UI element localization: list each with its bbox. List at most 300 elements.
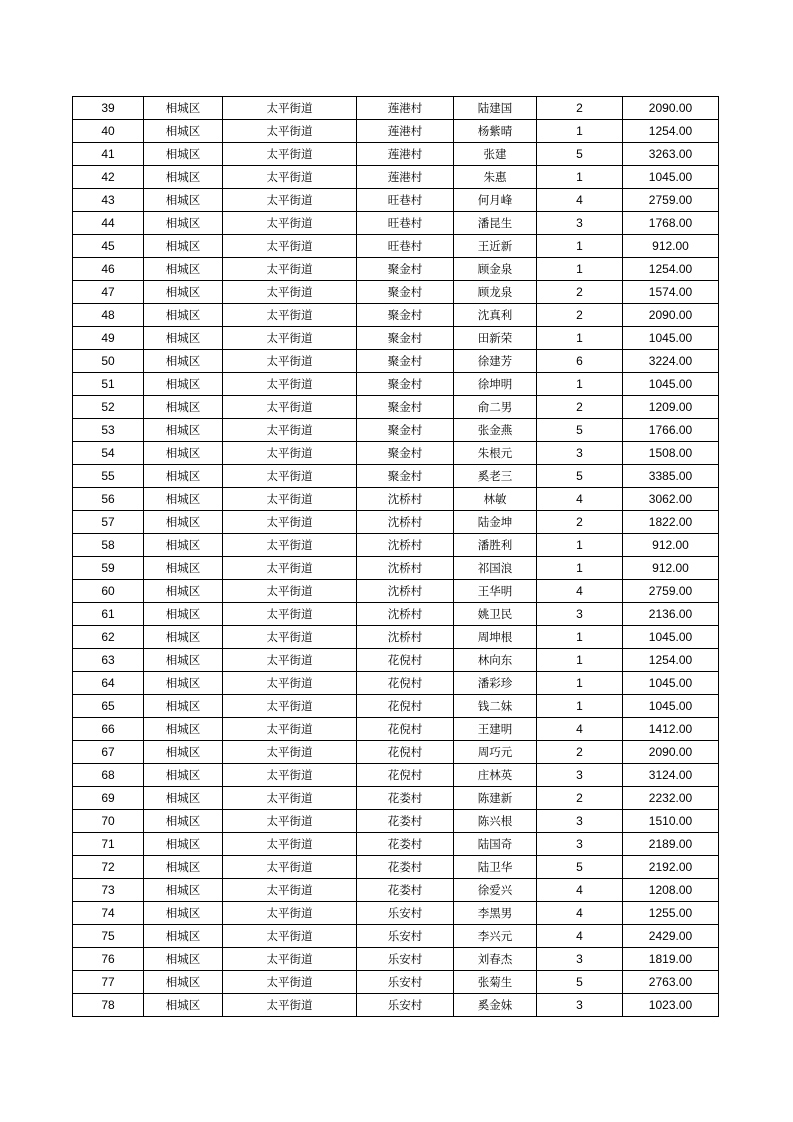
people-count-cell: 3: [537, 948, 623, 971]
row-number-cell: 40: [73, 120, 144, 143]
row-number-cell: 47: [73, 281, 144, 304]
village-cell: 聚金村: [357, 419, 454, 442]
table-row: [73, 879, 719, 902]
name-cell: 林向东: [454, 649, 537, 672]
street-cell: 太平街道: [223, 396, 357, 419]
street-cell: 太平街道: [223, 327, 357, 350]
district-cell: 相城区: [144, 741, 223, 764]
village-cell: 聚金村: [357, 465, 454, 488]
amount-cell: 1209.00: [623, 396, 719, 419]
district-cell: 相城区: [144, 534, 223, 557]
district-cell: 相城区: [144, 212, 223, 235]
village-cell: 旺巷村: [357, 212, 454, 235]
row-number-cell: 39: [73, 97, 144, 120]
people-count-cell: 5: [537, 971, 623, 994]
table-row: [73, 465, 719, 488]
table-row: [73, 396, 719, 419]
amount-cell: 912.00: [623, 534, 719, 557]
amount-cell: 3263.00: [623, 143, 719, 166]
table-row: [73, 672, 719, 695]
people-count-cell: 4: [537, 189, 623, 212]
row-number-cell: 46: [73, 258, 144, 281]
row-number-cell: 53: [73, 419, 144, 442]
name-cell: 陆建国: [454, 97, 537, 120]
village-cell: 花娄村: [357, 879, 454, 902]
people-count-cell: 2: [537, 97, 623, 120]
people-count-cell: 1: [537, 672, 623, 695]
village-cell: 花倪村: [357, 695, 454, 718]
amount-cell: 1045.00: [623, 373, 719, 396]
street-cell: 太平街道: [223, 603, 357, 626]
people-count-cell: 2: [537, 511, 623, 534]
row-number-cell: 72: [73, 856, 144, 879]
row-number-cell: 63: [73, 649, 144, 672]
amount-cell: 3124.00: [623, 764, 719, 787]
amount-cell: 912.00: [623, 557, 719, 580]
village-cell: 聚金村: [357, 442, 454, 465]
row-number-cell: 44: [73, 212, 144, 235]
people-count-cell: 3: [537, 442, 623, 465]
row-number-cell: 45: [73, 235, 144, 258]
row-number-cell: 64: [73, 672, 144, 695]
row-number-cell: 67: [73, 741, 144, 764]
village-cell: 沈桥村: [357, 488, 454, 511]
district-cell: 相城区: [144, 120, 223, 143]
row-number-cell: 41: [73, 143, 144, 166]
name-cell: 俞二男: [454, 396, 537, 419]
table-row: [73, 856, 719, 879]
people-count-cell: 4: [537, 879, 623, 902]
district-cell: 相城区: [144, 281, 223, 304]
amount-cell: 1819.00: [623, 948, 719, 971]
village-cell: 花娄村: [357, 856, 454, 879]
street-cell: 太平街道: [223, 350, 357, 373]
table-row: [73, 212, 719, 235]
name-cell: 陆卫华: [454, 856, 537, 879]
name-cell: 潘昆生: [454, 212, 537, 235]
street-cell: 太平街道: [223, 212, 357, 235]
name-cell: 祁国浪: [454, 557, 537, 580]
name-cell: 林敏: [454, 488, 537, 511]
village-cell: 沈桥村: [357, 511, 454, 534]
village-cell: 沈桥村: [357, 557, 454, 580]
row-number-cell: 51: [73, 373, 144, 396]
people-count-cell: 2: [537, 396, 623, 419]
village-cell: 聚金村: [357, 281, 454, 304]
row-number-cell: 65: [73, 695, 144, 718]
table-row: [73, 925, 719, 948]
street-cell: 太平街道: [223, 442, 357, 465]
street-cell: 太平街道: [223, 925, 357, 948]
row-number-cell: 68: [73, 764, 144, 787]
district-cell: 相城区: [144, 833, 223, 856]
amount-cell: 2090.00: [623, 304, 719, 327]
people-count-cell: 4: [537, 718, 623, 741]
village-cell: 花倪村: [357, 649, 454, 672]
amount-cell: 1255.00: [623, 902, 719, 925]
street-cell: 太平街道: [223, 948, 357, 971]
people-count-cell: 4: [537, 580, 623, 603]
people-count-cell: 1: [537, 695, 623, 718]
table-row: [73, 695, 719, 718]
village-cell: 聚金村: [357, 350, 454, 373]
name-cell: 潘胜利: [454, 534, 537, 557]
village-cell: 乐安村: [357, 971, 454, 994]
village-cell: 乐安村: [357, 925, 454, 948]
name-cell: 陆金坤: [454, 511, 537, 534]
name-cell: 张建: [454, 143, 537, 166]
people-count-cell: 1: [537, 327, 623, 350]
name-cell: 何月峰: [454, 189, 537, 212]
district-cell: 相城区: [144, 97, 223, 120]
table-row: [73, 511, 719, 534]
district-cell: 相城区: [144, 902, 223, 925]
street-cell: 太平街道: [223, 833, 357, 856]
row-number-cell: 73: [73, 879, 144, 902]
table-row: [73, 281, 719, 304]
village-cell: 聚金村: [357, 396, 454, 419]
district-cell: 相城区: [144, 971, 223, 994]
amount-cell: 1254.00: [623, 649, 719, 672]
people-count-cell: 1: [537, 258, 623, 281]
village-cell: 聚金村: [357, 258, 454, 281]
row-number-cell: 49: [73, 327, 144, 350]
table-row: [73, 373, 719, 396]
name-cell: 刘春杰: [454, 948, 537, 971]
district-cell: 相城区: [144, 603, 223, 626]
amount-cell: 1045.00: [623, 672, 719, 695]
table-row: [73, 580, 719, 603]
row-number-cell: 58: [73, 534, 144, 557]
street-cell: 太平街道: [223, 718, 357, 741]
district-cell: 相城区: [144, 350, 223, 373]
amount-cell: 2136.00: [623, 603, 719, 626]
household-table: [72, 96, 719, 1017]
amount-cell: 1045.00: [623, 166, 719, 189]
table-row: [73, 764, 719, 787]
amount-cell: 2763.00: [623, 971, 719, 994]
amount-cell: 2090.00: [623, 97, 719, 120]
table-row: [73, 603, 719, 626]
village-cell: 旺巷村: [357, 189, 454, 212]
street-cell: 太平街道: [223, 741, 357, 764]
village-cell: 莲港村: [357, 120, 454, 143]
district-cell: 相城区: [144, 235, 223, 258]
name-cell: 庄林英: [454, 764, 537, 787]
name-cell: 徐建芳: [454, 350, 537, 373]
amount-cell: 2429.00: [623, 925, 719, 948]
street-cell: 太平街道: [223, 557, 357, 580]
people-count-cell: 5: [537, 465, 623, 488]
district-cell: 相城区: [144, 396, 223, 419]
village-cell: 旺巷村: [357, 235, 454, 258]
row-number-cell: 70: [73, 810, 144, 833]
table-row: [73, 741, 719, 764]
name-cell: 周巧元: [454, 741, 537, 764]
name-cell: 田新荣: [454, 327, 537, 350]
village-cell: 聚金村: [357, 327, 454, 350]
people-count-cell: 4: [537, 925, 623, 948]
name-cell: 钱二妹: [454, 695, 537, 718]
street-cell: 太平街道: [223, 971, 357, 994]
row-number-cell: 48: [73, 304, 144, 327]
table-row: [73, 649, 719, 672]
amount-cell: 1574.00: [623, 281, 719, 304]
street-cell: 太平街道: [223, 258, 357, 281]
street-cell: 太平街道: [223, 235, 357, 258]
street-cell: 太平街道: [223, 787, 357, 810]
village-cell: 沈桥村: [357, 603, 454, 626]
people-count-cell: 3: [537, 810, 623, 833]
people-count-cell: 4: [537, 488, 623, 511]
row-number-cell: 69: [73, 787, 144, 810]
people-count-cell: 5: [537, 856, 623, 879]
amount-cell: 1045.00: [623, 626, 719, 649]
street-cell: 太平街道: [223, 902, 357, 925]
people-count-cell: 3: [537, 833, 623, 856]
table-row: [73, 120, 719, 143]
name-cell: 张菊生: [454, 971, 537, 994]
table-row: [73, 442, 719, 465]
village-cell: 莲港村: [357, 97, 454, 120]
village-cell: 聚金村: [357, 373, 454, 396]
people-count-cell: 1: [537, 557, 623, 580]
people-count-cell: 1: [537, 534, 623, 557]
district-cell: 相城区: [144, 465, 223, 488]
district-cell: 相城区: [144, 258, 223, 281]
table-row: [73, 143, 719, 166]
amount-cell: 2232.00: [623, 787, 719, 810]
people-count-cell: 3: [537, 994, 623, 1017]
district-cell: 相城区: [144, 166, 223, 189]
district-cell: 相城区: [144, 304, 223, 327]
district-cell: 相城区: [144, 925, 223, 948]
district-cell: 相城区: [144, 764, 223, 787]
name-cell: 徐坤明: [454, 373, 537, 396]
name-cell: 李黑男: [454, 902, 537, 925]
people-count-cell: 3: [537, 764, 623, 787]
row-number-cell: 71: [73, 833, 144, 856]
village-cell: 花娄村: [357, 833, 454, 856]
amount-cell: 3224.00: [623, 350, 719, 373]
row-number-cell: 74: [73, 902, 144, 925]
street-cell: 太平街道: [223, 994, 357, 1017]
village-cell: 乐安村: [357, 902, 454, 925]
village-cell: 花倪村: [357, 672, 454, 695]
street-cell: 太平街道: [223, 465, 357, 488]
amount-cell: 2759.00: [623, 580, 719, 603]
amount-cell: 3385.00: [623, 465, 719, 488]
village-cell: 花倪村: [357, 764, 454, 787]
name-cell: 潘彩珍: [454, 672, 537, 695]
people-count-cell: 5: [537, 143, 623, 166]
table-row: [73, 557, 719, 580]
table-row: [73, 304, 719, 327]
district-cell: 相城区: [144, 879, 223, 902]
amount-cell: 1508.00: [623, 442, 719, 465]
table-row: [73, 189, 719, 212]
row-number-cell: 56: [73, 488, 144, 511]
district-cell: 相城区: [144, 442, 223, 465]
people-count-cell: 3: [537, 212, 623, 235]
name-cell: 顾龙泉: [454, 281, 537, 304]
people-count-cell: 1: [537, 626, 623, 649]
amount-cell: 2090.00: [623, 741, 719, 764]
amount-cell: 1766.00: [623, 419, 719, 442]
village-cell: 聚金村: [357, 304, 454, 327]
table-row: [73, 97, 719, 120]
table-row: [73, 419, 719, 442]
name-cell: 杨紫晴: [454, 120, 537, 143]
amount-cell: 2192.00: [623, 856, 719, 879]
name-cell: 朱惠: [454, 166, 537, 189]
district-cell: 相城区: [144, 557, 223, 580]
street-cell: 太平街道: [223, 120, 357, 143]
district-cell: 相城区: [144, 810, 223, 833]
row-number-cell: 76: [73, 948, 144, 971]
amount-cell: 1768.00: [623, 212, 719, 235]
table-row: [73, 166, 719, 189]
row-number-cell: 77: [73, 971, 144, 994]
street-cell: 太平街道: [223, 626, 357, 649]
village-cell: 沈桥村: [357, 580, 454, 603]
table-row: [73, 787, 719, 810]
people-count-cell: 2: [537, 304, 623, 327]
table-row: [73, 235, 719, 258]
street-cell: 太平街道: [223, 810, 357, 833]
table-row: [73, 488, 719, 511]
name-cell: 奚金妹: [454, 994, 537, 1017]
district-cell: 相城区: [144, 672, 223, 695]
name-cell: 沈真利: [454, 304, 537, 327]
amount-cell: 3062.00: [623, 488, 719, 511]
name-cell: 周坤根: [454, 626, 537, 649]
district-cell: 相城区: [144, 373, 223, 396]
village-cell: 莲港村: [357, 166, 454, 189]
street-cell: 太平街道: [223, 580, 357, 603]
district-cell: 相城区: [144, 626, 223, 649]
district-cell: 相城区: [144, 649, 223, 672]
table-row: [73, 948, 719, 971]
table-row: [73, 718, 719, 741]
village-cell: 乐安村: [357, 948, 454, 971]
table-row: [73, 258, 719, 281]
street-cell: 太平街道: [223, 166, 357, 189]
people-count-cell: 4: [537, 902, 623, 925]
table-row: [73, 626, 719, 649]
district-cell: 相城区: [144, 488, 223, 511]
table-row: [73, 971, 719, 994]
village-cell: 花娄村: [357, 810, 454, 833]
district-cell: 相城区: [144, 511, 223, 534]
row-number-cell: 60: [73, 580, 144, 603]
name-cell: 奚老三: [454, 465, 537, 488]
table-row: [73, 994, 719, 1017]
table-row: [73, 902, 719, 925]
village-cell: 花倪村: [357, 741, 454, 764]
district-cell: 相城区: [144, 856, 223, 879]
amount-cell: 1822.00: [623, 511, 719, 534]
row-number-cell: 52: [73, 396, 144, 419]
amount-cell: 912.00: [623, 235, 719, 258]
row-number-cell: 43: [73, 189, 144, 212]
amount-cell: 1045.00: [623, 327, 719, 350]
amount-cell: 1510.00: [623, 810, 719, 833]
street-cell: 太平街道: [223, 304, 357, 327]
street-cell: 太平街道: [223, 695, 357, 718]
district-cell: 相城区: [144, 948, 223, 971]
street-cell: 太平街道: [223, 373, 357, 396]
amount-cell: 2189.00: [623, 833, 719, 856]
row-number-cell: 66: [73, 718, 144, 741]
street-cell: 太平街道: [223, 189, 357, 212]
row-number-cell: 54: [73, 442, 144, 465]
people-count-cell: 2: [537, 281, 623, 304]
table-body: [73, 97, 719, 1017]
street-cell: 太平街道: [223, 764, 357, 787]
street-cell: 太平街道: [223, 856, 357, 879]
row-number-cell: 78: [73, 994, 144, 1017]
village-cell: 沈桥村: [357, 534, 454, 557]
district-cell: 相城区: [144, 695, 223, 718]
table-row: [73, 534, 719, 557]
table-row: [73, 350, 719, 373]
name-cell: 李兴元: [454, 925, 537, 948]
amount-cell: 1045.00: [623, 695, 719, 718]
district-cell: 相城区: [144, 994, 223, 1017]
people-count-cell: 2: [537, 787, 623, 810]
row-number-cell: 75: [73, 925, 144, 948]
amount-cell: 1412.00: [623, 718, 719, 741]
amount-cell: 2759.00: [623, 189, 719, 212]
people-count-cell: 5: [537, 419, 623, 442]
name-cell: 顾金泉: [454, 258, 537, 281]
people-count-cell: 2: [537, 741, 623, 764]
district-cell: 相城区: [144, 189, 223, 212]
street-cell: 太平街道: [223, 488, 357, 511]
amount-cell: 1208.00: [623, 879, 719, 902]
name-cell: 王建明: [454, 718, 537, 741]
people-count-cell: 1: [537, 166, 623, 189]
name-cell: 徐爱兴: [454, 879, 537, 902]
district-cell: 相城区: [144, 419, 223, 442]
name-cell: 陈兴根: [454, 810, 537, 833]
village-cell: 乐安村: [357, 994, 454, 1017]
name-cell: 王近新: [454, 235, 537, 258]
name-cell: 王华明: [454, 580, 537, 603]
district-cell: 相城区: [144, 327, 223, 350]
people-count-cell: 1: [537, 120, 623, 143]
street-cell: 太平街道: [223, 511, 357, 534]
table-row: [73, 833, 719, 856]
village-cell: 沈桥村: [357, 626, 454, 649]
street-cell: 太平街道: [223, 672, 357, 695]
street-cell: 太平街道: [223, 879, 357, 902]
district-cell: 相城区: [144, 787, 223, 810]
name-cell: 陈建新: [454, 787, 537, 810]
street-cell: 太平街道: [223, 649, 357, 672]
people-count-cell: 1: [537, 373, 623, 396]
district-cell: 相城区: [144, 580, 223, 603]
people-count-cell: 6: [537, 350, 623, 373]
village-cell: 莲港村: [357, 143, 454, 166]
district-cell: 相城区: [144, 143, 223, 166]
amount-cell: 1023.00: [623, 994, 719, 1017]
table-row: [73, 327, 719, 350]
village-cell: 花倪村: [357, 718, 454, 741]
row-number-cell: 57: [73, 511, 144, 534]
street-cell: 太平街道: [223, 419, 357, 442]
